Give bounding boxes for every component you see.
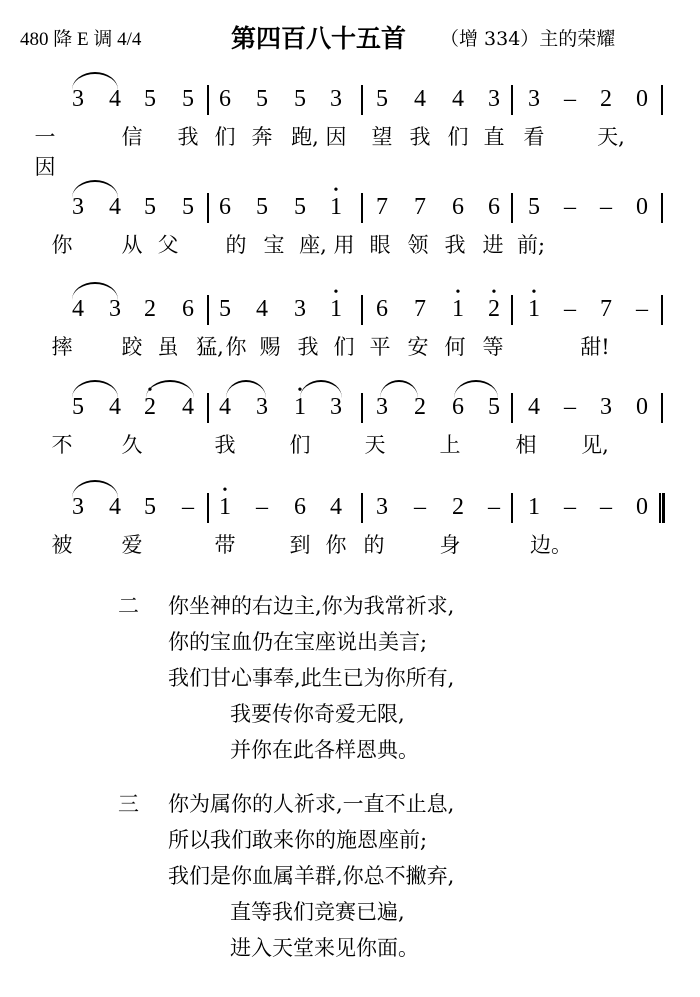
note: 0	[636, 494, 648, 520]
note: 7	[600, 296, 612, 322]
note: –	[488, 494, 500, 520]
note: 1 •	[285, 392, 315, 422]
octave-dot: •	[147, 383, 153, 398]
lyric-syllable: 平	[369, 335, 391, 359]
note: 3	[528, 86, 540, 112]
verse-line: 我们是你血属羊群,你总不撇弃,	[168, 864, 455, 888]
note: 5	[256, 86, 268, 112]
slur	[72, 72, 118, 90]
note: 5	[144, 86, 156, 112]
note: 1 •	[443, 294, 473, 324]
lyric-syllable: 们	[214, 125, 236, 149]
note: 5	[528, 194, 540, 220]
lyric-syllable: 宝	[263, 233, 285, 257]
lyric-syllable: 望	[371, 125, 393, 149]
slur	[226, 380, 266, 398]
note: 3	[376, 494, 388, 520]
note: 6	[294, 494, 306, 520]
note: 6	[452, 394, 464, 420]
note: 7	[376, 194, 388, 220]
barline	[207, 493, 209, 523]
note: 7	[414, 296, 426, 322]
barline	[361, 85, 363, 115]
note: 4	[109, 194, 121, 220]
lyric-syllable: 我	[409, 125, 431, 149]
lyric-syllable: 上	[439, 433, 461, 457]
lyric-syllable: 直	[483, 125, 505, 149]
note: 1 •	[321, 294, 351, 324]
note: 6	[452, 194, 464, 220]
note: 2	[144, 296, 156, 322]
note: 4	[72, 296, 84, 322]
barline	[661, 393, 663, 423]
lyric-syllable: 边。	[530, 533, 572, 557]
barline	[207, 193, 209, 223]
lyric-syllable: 眼	[369, 233, 391, 257]
note: 5	[144, 494, 156, 520]
octave-dot: •	[297, 383, 303, 398]
barline	[207, 295, 209, 325]
note: 5	[256, 194, 268, 220]
verse-line: 并你在此各样恩典。	[230, 738, 419, 762]
lyrics-line	[0, 230, 700, 260]
lyric-syllable: 我	[297, 335, 319, 359]
lyric-syllable: 座,	[299, 233, 327, 257]
lyric-syllable: 你	[325, 533, 347, 557]
octave-dot: •	[455, 285, 461, 300]
lyrics-line	[0, 430, 700, 460]
note: 2 •	[135, 392, 165, 422]
note: 6	[376, 296, 388, 322]
lyric-syllable: 进	[482, 233, 504, 257]
lyric-syllable: 们	[333, 335, 355, 359]
note: 1 •	[210, 492, 240, 522]
lyric-syllable: 一因	[34, 125, 56, 179]
slur	[72, 480, 118, 498]
hymn-subtitle: （增 334）主的荣耀	[440, 28, 616, 50]
note: 5	[72, 394, 84, 420]
music-system	[0, 480, 700, 580]
lyric-syllable: 看	[523, 125, 545, 149]
barline	[207, 85, 209, 115]
barline	[511, 193, 513, 223]
notation-line	[0, 380, 700, 420]
note: 4	[414, 86, 426, 112]
lyric-syllable: 安	[407, 335, 429, 359]
lyric-syllable: 到	[289, 533, 311, 557]
barline	[661, 85, 663, 115]
note: 4	[182, 394, 194, 420]
lyric-syllable: 被	[51, 533, 73, 557]
note: 6	[182, 296, 194, 322]
note: –	[636, 296, 648, 322]
note: 5	[144, 194, 156, 220]
note: 4	[330, 494, 342, 520]
note: 1 •	[519, 294, 549, 324]
note: 2 •	[479, 294, 509, 324]
lyrics-line	[0, 122, 700, 179]
lyric-syllable: 天	[364, 433, 386, 457]
note: 0	[636, 394, 648, 420]
note: 4	[109, 494, 121, 520]
lyric-syllable: 我	[444, 233, 466, 257]
note: –	[600, 494, 612, 520]
notation-line	[0, 72, 700, 112]
note: 2	[414, 394, 426, 420]
note: 1 •	[321, 192, 351, 222]
verse-line: 你为属你的人祈求,一直不止息,	[168, 792, 455, 816]
barline	[511, 393, 513, 423]
slur	[146, 380, 194, 398]
lyric-syllable: 赐	[259, 335, 281, 359]
note: 2	[600, 86, 612, 112]
octave-dot: •	[491, 285, 497, 300]
lyric-syllable: 摔	[51, 335, 73, 359]
lyric-syllable: 领	[407, 233, 429, 257]
verse-number: 二	[118, 594, 139, 618]
lyric-syllable: 们	[289, 433, 311, 457]
barline	[361, 193, 363, 223]
barline	[661, 193, 663, 223]
lyric-syllable: 从	[121, 233, 143, 257]
slur	[300, 380, 342, 398]
note: 3	[330, 394, 342, 420]
note: –	[564, 494, 576, 520]
lyric-syllable: 用	[333, 233, 355, 257]
note: 5	[182, 194, 194, 220]
lyric-syllable: 猛,	[196, 335, 224, 359]
notation-line	[0, 480, 700, 520]
lyric-syllable: 不	[51, 433, 73, 457]
note: 4	[109, 86, 121, 112]
note: 5	[219, 296, 231, 322]
note: 3	[376, 394, 388, 420]
note: –	[600, 194, 612, 220]
note: 2	[452, 494, 464, 520]
slur	[380, 380, 418, 398]
note: 3	[72, 86, 84, 112]
note: 5	[294, 86, 306, 112]
lyric-syllable: 虽	[157, 335, 179, 359]
lyric-syllable: 你	[225, 335, 247, 359]
note: –	[414, 494, 426, 520]
note: –	[564, 296, 576, 322]
notation-line	[0, 180, 700, 220]
lyric-syllable: 跤	[121, 335, 143, 359]
hymn-number-key-time: 480 降 E 调 4/4	[20, 29, 142, 50]
hymn-title: 第四百八十五首	[231, 24, 407, 53]
octave-dot: •	[333, 183, 339, 198]
verse-line: 直等我们竞赛已遍,	[230, 900, 405, 924]
note: –	[564, 86, 576, 112]
verse-number: 三	[118, 792, 139, 816]
verse-line: 你坐神的右边主,你为我常祈求,	[168, 594, 455, 618]
lyrics-line	[0, 332, 700, 362]
lyric-syllable: 天,	[597, 125, 625, 149]
lyric-syllable: 等	[482, 335, 504, 359]
note: 3	[488, 86, 500, 112]
verse-line: 进入天堂来见你面。	[230, 936, 419, 960]
barline	[661, 295, 663, 325]
lyric-syllable: 们	[447, 125, 469, 149]
lyric-syllable: 你	[51, 233, 73, 257]
note: –	[182, 494, 194, 520]
music-system	[0, 180, 700, 280]
lyrics-line	[0, 530, 700, 560]
music-system	[0, 282, 700, 382]
music-system	[0, 380, 700, 480]
barline	[361, 493, 363, 523]
note: 1	[528, 494, 540, 520]
hymn-header	[0, 0, 700, 60]
lyric-syllable: 爱	[121, 533, 143, 557]
barline	[511, 493, 513, 523]
lyric-syllable: 前;	[516, 233, 546, 257]
verse-line: 你的宝血仍在宝座说出美言;	[168, 630, 428, 654]
lyric-syllable: 的	[363, 533, 385, 557]
note: –	[256, 494, 268, 520]
note: 6	[219, 86, 231, 112]
slur	[72, 380, 118, 398]
barline	[511, 85, 513, 115]
note: 6	[219, 194, 231, 220]
octave-dot: •	[222, 483, 228, 498]
note: 0	[636, 194, 648, 220]
notation-line	[0, 282, 700, 322]
slur	[454, 380, 498, 398]
barline	[361, 393, 363, 423]
lyric-syllable: 带	[214, 533, 236, 557]
note: 3	[256, 394, 268, 420]
note: 3	[109, 296, 121, 322]
verse-line: 我要传你奇爱无限,	[230, 702, 405, 726]
lyric-syllable: 因	[325, 125, 347, 149]
lyric-syllable: 何	[444, 335, 466, 359]
lyric-syllable: 奔	[251, 125, 273, 149]
barline	[511, 295, 513, 325]
note: 5	[182, 86, 194, 112]
lyric-syllable: 甜!	[580, 335, 610, 359]
note: 4	[452, 86, 464, 112]
lyric-syllable: 我	[214, 433, 236, 457]
barline	[361, 295, 363, 325]
note: 6	[488, 194, 500, 220]
note: –	[564, 194, 576, 220]
note: 0	[636, 86, 648, 112]
lyric-syllable: 信	[121, 125, 143, 149]
lyric-syllable: 身	[439, 533, 461, 557]
note: –	[564, 394, 576, 420]
lyric-syllable: 相	[515, 433, 537, 457]
lyric-syllable: 的	[225, 233, 247, 257]
note: 4	[219, 394, 231, 420]
music-system	[0, 72, 700, 179]
octave-dot: •	[531, 285, 537, 300]
slur	[72, 282, 118, 300]
note: 7	[414, 194, 426, 220]
note: 3	[330, 86, 342, 112]
final-barline	[659, 493, 665, 523]
note: 3	[72, 194, 84, 220]
lyric-syllable: 父	[157, 233, 179, 257]
barline	[207, 393, 209, 423]
verse-line: 我们甘心事奉,此生已为你所有,	[168, 666, 455, 690]
octave-dot: •	[333, 285, 339, 300]
note: 3	[600, 394, 612, 420]
lyric-syllable: 见,	[581, 433, 609, 457]
slur	[72, 180, 118, 198]
note: 5	[376, 86, 388, 112]
note: 5	[294, 194, 306, 220]
note: 3	[294, 296, 306, 322]
lyric-syllable: 我	[177, 125, 199, 149]
verse-line: 所以我们敢来你的施恩座前;	[168, 828, 428, 852]
lyric-syllable: 久	[121, 433, 143, 457]
lyric-syllable: 跑,	[291, 125, 319, 149]
note: 4	[109, 394, 121, 420]
note: 4	[528, 394, 540, 420]
note: 3	[72, 494, 84, 520]
note: 4	[256, 296, 268, 322]
note: 5	[488, 394, 500, 420]
